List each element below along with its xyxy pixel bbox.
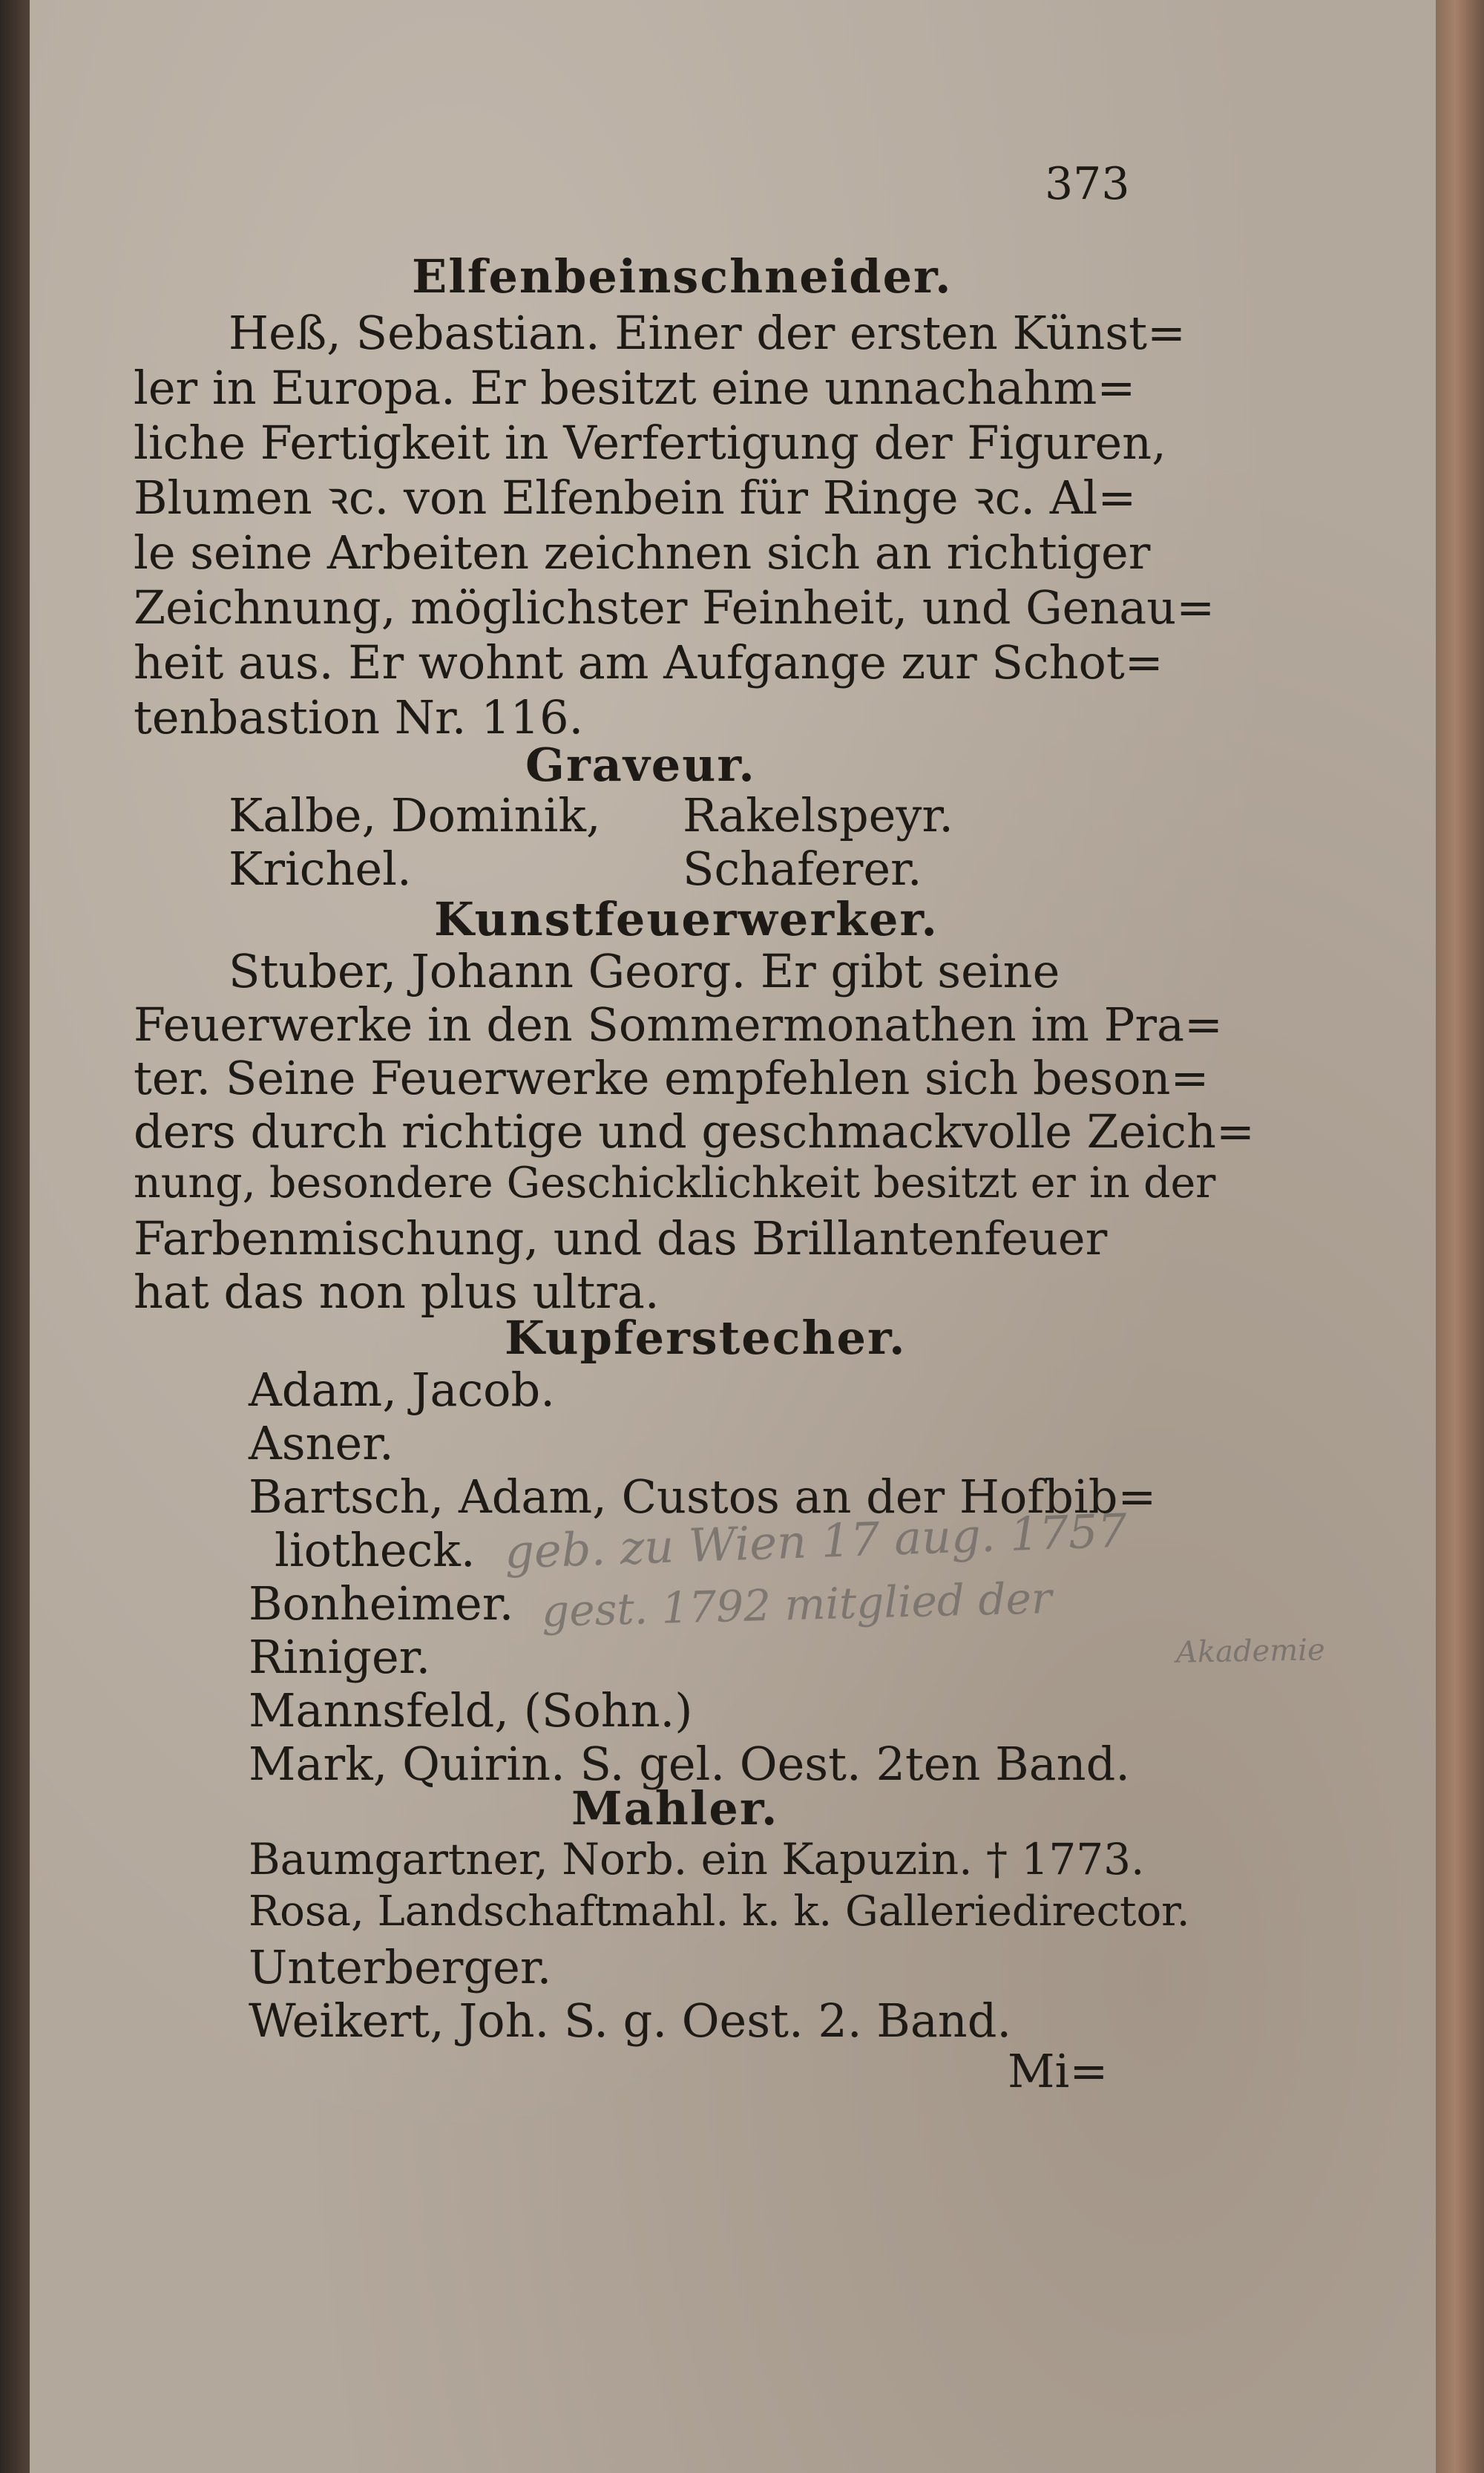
text-line: Stuber, Johann Georg. Er gibt seine xyxy=(229,944,1060,998)
text-line: liotheck. xyxy=(275,1523,476,1577)
handwritten-note: geb. zu Wien 17 aug. 1757 xyxy=(503,1503,1128,1579)
text-line: ter. Seine Feuerwerke empfehlen sich beson= xyxy=(134,1051,1209,1105)
graveur-name: Krichel. xyxy=(229,842,412,896)
text-line: Feuerwerke in den Sommermonathen im Pra= xyxy=(134,998,1223,1052)
text-line: Heß, Sebastian. Einer der ersten Künst= xyxy=(229,306,1186,360)
text-line: le seine Arbeiten zeichnen sich an richtiger xyxy=(134,525,1151,580)
text-line: Weikert, Joh. S. g. Oest. 2. Band. xyxy=(249,1994,1012,2048)
book-binding xyxy=(1436,0,1484,2473)
graveur-name: Schaferer. xyxy=(683,842,922,896)
text-line: Zeichnung, möglichster Feinheit, und Genau= xyxy=(134,580,1215,635)
book-edge-left xyxy=(0,0,30,2473)
text-line: Blumen ꝛc. von Elfenbein für Ringe ꝛc. Al= xyxy=(134,471,1137,525)
text-line: tenbastion Nr. 116. xyxy=(134,690,584,744)
heading-kunstfeuerwerker: Kunstfeuerwerker. xyxy=(434,892,939,946)
handwritten-note: Akademie xyxy=(1175,1633,1326,1670)
heading-kupferstecher: Kupferstecher. xyxy=(505,1311,907,1365)
text-line: nung, besondere Geschicklichkeit besitzt er in der xyxy=(134,1159,1216,1208)
page-number: 373 xyxy=(1045,158,1130,210)
text-line: Farbenmischung, und das Brillantenfeuer xyxy=(134,1211,1108,1265)
text-line: Asner. xyxy=(249,1416,394,1470)
heading-mahler: Mahler. xyxy=(571,1781,779,1835)
text-line: hat das non plus ultra. xyxy=(134,1265,660,1319)
text-line: Mark, Quirin. S. gel. Oest. 2ten Band. xyxy=(249,1737,1130,1791)
text-line: Mannsfeld, (Sohn.) xyxy=(249,1683,693,1737)
text-line: ler in Europa. Er besitzt eine unnachahm= xyxy=(134,361,1136,415)
text-line: Unterberger. xyxy=(249,1940,552,1994)
text-line: Bartsch, Adam, Custos an der Hofbib= xyxy=(249,1470,1157,1524)
book-page xyxy=(30,0,1436,2473)
text-line: heit aus. Er wohnt am Aufgange zur Schot= xyxy=(134,635,1163,690)
heading-elfenbeinschneider: Elfenbeinschneider. xyxy=(412,249,953,304)
text-line: liche Fertigkeit in Verfertigung der Figuren, xyxy=(134,416,1166,470)
text-line: Bonheimer. xyxy=(249,1576,514,1631)
graveur-name: Kalbe, Dominik, xyxy=(229,788,601,842)
text-line: Rosa, Landschaftmahl. k. k. Galleriedirector. xyxy=(249,1887,1190,1936)
graveur-name: Rakelspeyr. xyxy=(683,788,953,842)
text-line: Riniger. xyxy=(249,1630,431,1684)
text-line: Baumgartner, Norb. ein Kapuzin. † 1773. xyxy=(249,1834,1145,1884)
text-line: Adam, Jacob. xyxy=(249,1363,555,1417)
text-line: ders durch richtige und geschmackvolle Zeich= xyxy=(134,1104,1255,1159)
handwritten-note: gest. 1792 mitglied der xyxy=(541,1573,1053,1637)
catchword: Mi= xyxy=(1008,2044,1109,2098)
heading-graveur: Graveur. xyxy=(525,738,756,792)
